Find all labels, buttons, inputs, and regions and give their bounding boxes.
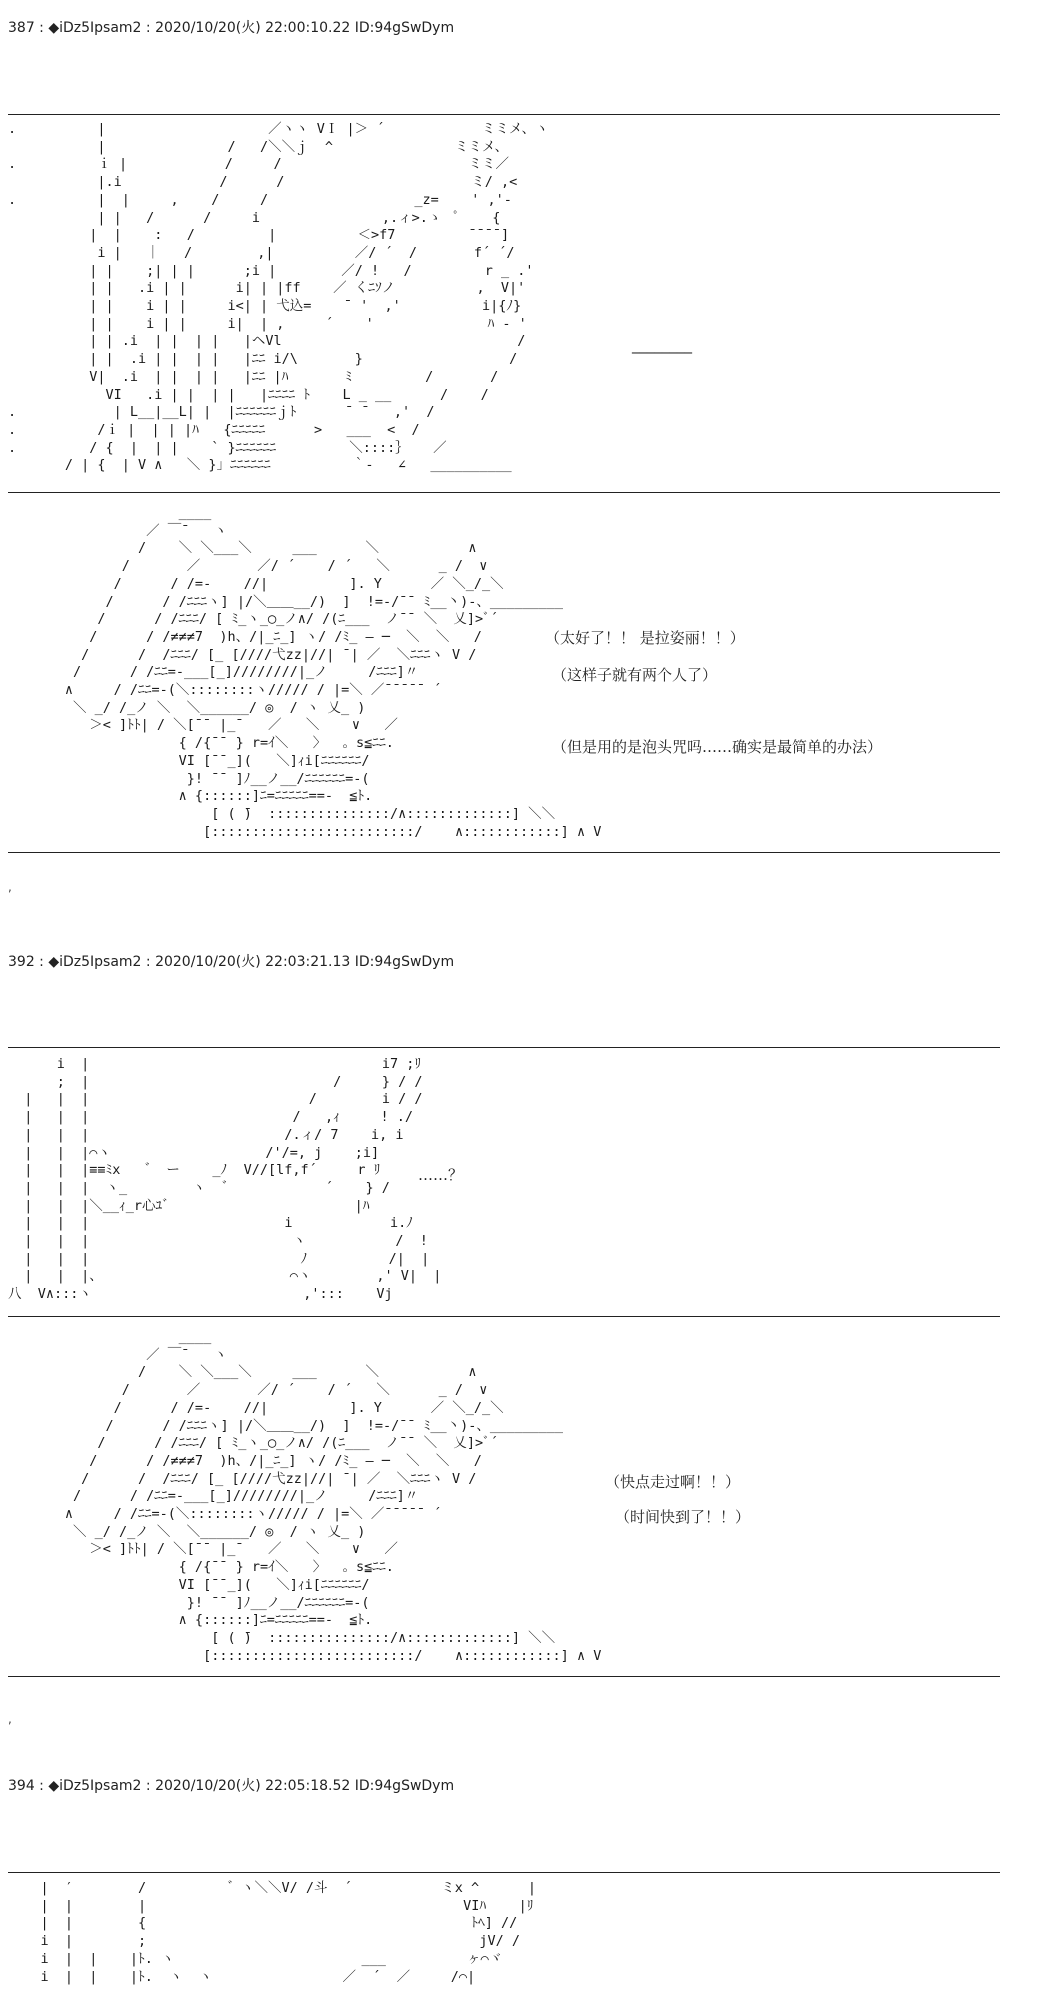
panel-divider bbox=[8, 1676, 1000, 1677]
ascii-art-panel: . | ／ヽヽ VＩ |＞ ´ ミミメ、ヽ | / /＼＼ｊ ^ ミミメ、 . ｉ | / / ミミ／ |.i / / ミ/ ,< . | | , / / _z= ' ,'‐ | | / / i ,.ィ>.ゝ ﾟ { | | : / | ＜>f7 ¯¯¯¯] i | ｜ / ,| ／/ ´ / f´ ´/ | | ;| | | ;i | ／/ ! / r _ .' | | .i | | i| | |ff ／ くﾆｿノ , V|' | | i | | i<| | 弋込= ¯ ' ,' i|{ﾉ} | | i | | i| | , ´ ' ﾊ ‐ ' | | .i | | | | |ヘVl / | | .i | | | | |ﾆﾆ i/\ } / V| .i | | | | |ﾆﾆ |ﾊ ﾐ / / VI .i | | | | |ﾆﾆﾆﾆ ﾄ L _ __ / / . | L__|__L| | |ﾆﾆﾆﾆﾆﾆｊﾄ ¯ ¯ ,' / . /ｉ | | | |ﾊ {ﾆﾆﾆﾆﾆ > ___ < / . / { | | | ` }ﾆﾆﾆﾆﾆﾆ ＼::::｝ ／ / | { | V ∧ ＼ }」ﾆﾆﾆﾆﾆﾆ ｀‐ ∠ __________ bbox=[8, 121, 549, 474]
panel-divider bbox=[8, 1316, 1000, 1317]
ascii-art-panel: ____ ／ ￣¯ ヽ / ＼ ＼___＼ ___ ＼ ∧ / ／ ／/ ´ / ´ ＼ _ / ∨ / / /=- //| ]. Y ／ ＼_/_＼ / / /ﾆﾆﾆヽ] |/＼＿＿__/) ] !=-/¯¯ ﾐ__丶)-、_________ / / /ﾆﾆﾆ/ [ ﾐ_ヽ_◯_ノ∧/ /(ﾆ___ ノ¯¯ ＼ 乂]>ﾞ´ / / /≠≠≠7 )h、/|_ﾆ_] ヽ/ /ﾐ_ ― ─ ＼ ＼ / / / /ﾆﾆﾆ/ [_ [////弋zz|//| ¯| ／ ＼ﾆﾆﾆヽ V / / / /ﾆﾆ=-___[_]////////|_ノ /ﾆﾆﾆ]〃 ∧ / /ﾆﾆ=-(＼::::::::ヽ///// / |=＼ ／¯¯¯¯¯ ´ ＼ _/ /_ノ ＼ ＼______/ ◎ / ヽ 乂_ ) ＞< ]ﾄﾄ| / ＼[¯¯ |_¯ ／ ＼ ∨ ／ { /{¯¯ } r=ｲ＼ 〉 。s≦ﾆﾆ. VI [¯¯_]( ＼]ｨi[ﾆﾆﾆﾆﾆﾆ/ }! ¯¯ ]ﾉ__ノ__/ﾆﾆﾆﾆﾆﾆ=-( ∧ {::::::]ﾆ=ﾆﾆﾆﾆﾆ==- ≦ﾄ. [ ( ̄) :::::::::::::::/∧:::::::::::::] ＼＼ [:::::::::::::::::::::::::/ ∧::::::::::::] ∧ V bbox=[64, 1329, 602, 1664]
separator-mark: , bbox=[8, 880, 12, 894]
post-header: 387 : ◆iDz5Ipsam2 : 2020/10/20(火) 22:00:10.22 ID:94gSwDym bbox=[8, 20, 455, 36]
panel-divider bbox=[8, 852, 1000, 853]
panel-divider bbox=[8, 1047, 1000, 1048]
ascii-art-panel: i | i7 ;ﾘ ; | / } / / | | | / i / / | | | / ,ｨ ! ./ | | | /.ィ/ 7 i, i | | |⌒ヽ /'/=, j ;i] | | |≡≡ﾐx ゛ ー _ﾉ V//[lf,f´ r ﾘ | | | ヽ_ ヽ ゛ ´ } / | | |＼__ｨ_r心ﾕ゛ |ﾊ | | | i i.ﾉ | | | ヽ / ! | | | ﾉ /| | | | |、 ⌒ヽ ,' V| | 八 V∧:::ヽ ,'::: Vj bbox=[8, 1056, 442, 1303]
panel-divider bbox=[8, 1872, 1000, 1873]
post-header: 392 : ◆iDz5Ipsam2 : 2020/10/20(火) 22:03:21.13 ID:94gSwDym bbox=[8, 954, 455, 970]
dialogue-line: （但是用的是泡头咒吗……确实是最简单的办法） bbox=[552, 738, 883, 756]
separator-mark: , bbox=[8, 1712, 12, 1726]
dialogue-line: （这样子就有两个人了） bbox=[552, 666, 718, 684]
ascii-art-panel: ____ ／ ￣¯ ヽ / ＼ ＼___＼ ___ ＼ ∧ / ／ ／/ ´ / ´ ＼ _ / ∨ / / /=- //| ]. Y ／ ＼_/_＼ / / /ﾆﾆﾆヽ] |/＼＿＿__/) ] !=-/¯¯ ﾐ__丶)-、_________ / / /ﾆﾆﾆ/ [ ﾐ_ヽ_◯_ノ∧/ /(ﾆ___ ノ¯¯ ＼ 乂]>ﾞ´ / / /≠≠≠7 )h、/|_ﾆ_] ヽ/ /ﾐ_ ― ─ ＼ ＼ / / / /ﾆﾆﾆ/ [_ [////弋zz|//| ¯| ／ ＼ﾆﾆﾆヽ V / / / /ﾆﾆ=-___[_]////////|_ノ /ﾆﾆﾆ]〃 ∧ / /ﾆﾆ=-(＼::::::::ヽ///// / |=＼ ／¯¯¯¯¯ ´ ＼ _/ /_ノ ＼ ＼______/ ◎ / ヽ 乂_ ) ＞< ]ﾄﾄ| / ＼[¯¯ |_¯ ／ ＼ ∨ ／ { /{¯¯ } r=ｲ＼ 〉 。s≦ﾆﾆ. VI [¯¯_]( ＼]ｨi[ﾆﾆﾆﾆﾆﾆ/ }! ¯¯ ]ﾉ__ノ__/ﾆﾆﾆﾆﾆﾆ=-( ∧ {::::::]ﾆ=ﾆﾆﾆﾆﾆ==- ≦ﾄ. [ ( ̄) :::::::::::::::/∧:::::::::::::] ＼＼ [:::::::::::::::::::::::::/ ∧::::::::::::] ∧ V bbox=[64, 505, 602, 840]
dialogue-line: ________ bbox=[632, 336, 692, 354]
panel-divider bbox=[8, 492, 1000, 493]
dialogue-line: （快点走过啊！！） bbox=[605, 1473, 741, 1491]
ascii-art-panel: | ′ / ゛ヽ＼＼V/ /斗 ´ ミx ^ | | | | VIﾊ |ﾘ | | { ﾄﾍ] // i | ; jV/ / i | | |ﾄ. ヽ ___ ヶ⌒ヾ i | | |ﾄ. ヽ ヽ ／ ´ ／ /⌒| bbox=[40, 1880, 537, 1985]
panel-divider bbox=[8, 114, 1000, 115]
post-header: 394 : ◆iDz5Ipsam2 : 2020/10/20(火) 22:05:18.52 ID:94gSwDym bbox=[8, 1778, 455, 1794]
dialogue-line: ……？ bbox=[418, 1166, 464, 1184]
dialogue-line: （太好了！！ 是拉姿丽！！） bbox=[545, 629, 745, 647]
dialogue-line: （时间快到了！！） bbox=[615, 1508, 751, 1526]
